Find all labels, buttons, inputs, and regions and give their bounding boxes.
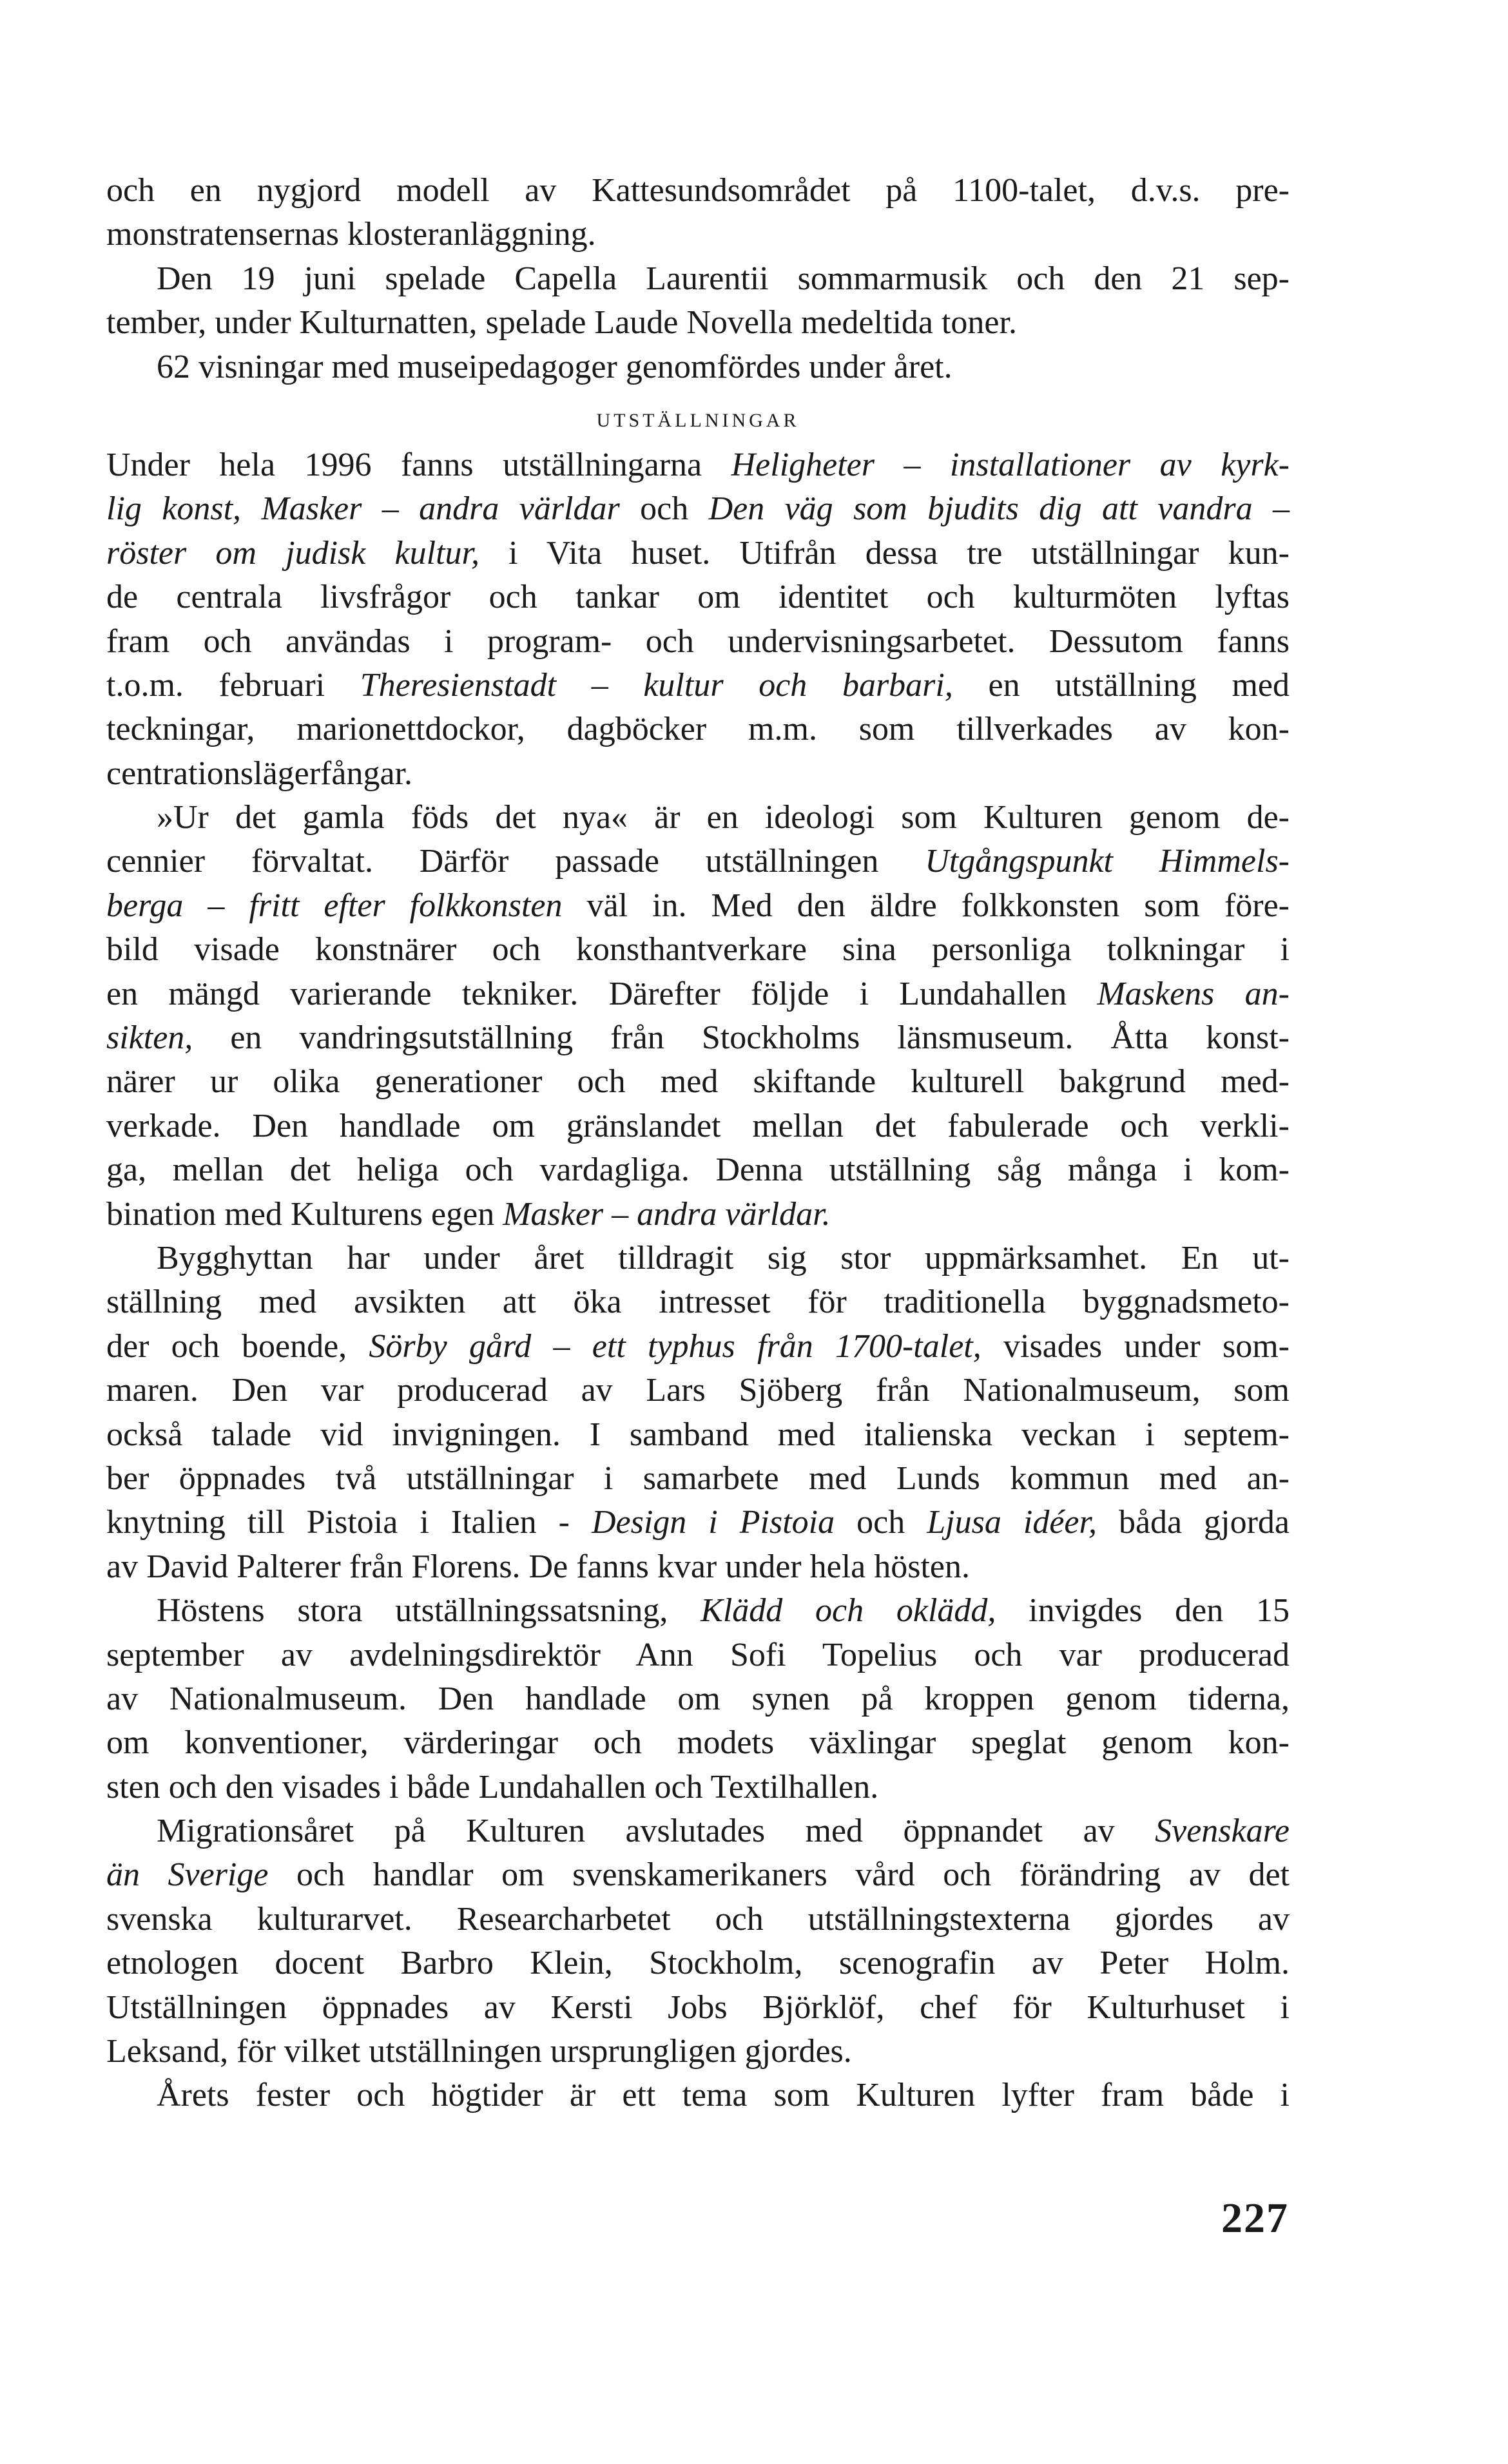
paragraph-migration <box>106 1809 1290 2074</box>
text-line: närer ur olika generationer och med skiftande kulturell bakgrund med- <box>106 1063 1290 1101</box>
text-line: Årets fester och högtider är ett tema som Kulturen lyfter fram både i <box>157 2077 1290 2114</box>
paragraph-exhibitions <box>106 443 1290 796</box>
paragraph-festivals <box>106 2074 1290 2117</box>
text-line: av Nationalmuseum. Den handlade om synen på kroppen genom tiderna, <box>106 1680 1290 1717</box>
text-line: sikten, en vandringsutställning från Stockholms länsmuseum. Åtta konst- <box>106 1019 1290 1057</box>
text-line: cennier förvaltat. Därför passade utställningen Utgångspunkt Himmels- <box>106 843 1290 880</box>
text-line: en mängd varierande tekniker. Därefter följde i Lundahallen Maskens an- <box>106 975 1290 1012</box>
text-line: bination med Kulturens egen Masker – andra världar. <box>106 1195 831 1233</box>
text-line: ber öppnades två utställningar i samarbete med Lunds kommun med an- <box>106 1459 1290 1497</box>
text-line: av David Palterer från Florens. De fanns kvar under hela hösten. <box>106 1548 970 1585</box>
text-line: svenska kulturarvet. Researcharbetet och utställningstexterna gjordes av <box>106 1900 1290 1938</box>
text-line: Den 19 juni spelade Capella Laurentii sommarmusik och den 21 sep- <box>157 260 1290 297</box>
text-line: sten och den visades i både Lundahallen och Textilhallen. <box>106 1768 879 1805</box>
text-line: också talade vid invigningen. I samband med italienska veckan i septem- <box>106 1416 1290 1453</box>
text-line: bild visade konstnärer och konsthantverkare sina personliga tolkningar i <box>106 931 1290 968</box>
text-line: tember, under Kulturnatten, spelade Laude Novella medeltida toner. <box>106 304 1017 342</box>
paragraph-folk-art <box>106 796 1290 1237</box>
page-number: 227 <box>1221 2195 1289 2242</box>
text-line: teckningar, marionettdockor, dagböcker m.m. som tillverkades av kon- <box>106 711 1290 748</box>
text-line: och en nygjord modell av Kattesundsområdet på 1100-talet, d.v.s. pre- <box>106 172 1290 209</box>
text-line: berga – fritt efter folkkonsten väl in. Med den äldre folkkonsten som före- <box>106 887 1290 924</box>
text-line: Leksand, för vilket utställningen ursprungligen gjordes. <box>106 2033 852 2070</box>
text-line: maren. Den var producerad av Lars Sjöberg från Nationalmuseum, som <box>106 1372 1290 1409</box>
text-line: Bygghyttan har under året tilldragit sig stor uppmärksamhet. En ut- <box>157 1239 1290 1276</box>
text-line: än Sverige och handlar om svenskamerikaners vård och förändring av det <box>106 1856 1290 1894</box>
paragraph-autumn-exhibition <box>106 1589 1290 1809</box>
paragraph-bygghyttan <box>106 1237 1290 1589</box>
text-line: Under hela 1996 fanns utställningarna Heligheter – installationer av kyrk- <box>106 446 1290 483</box>
section-heading: UTSTÄLLNINGAR <box>596 409 800 431</box>
intro-paragraphs <box>106 169 1290 389</box>
text-line: 62 visningar med museipedagoger genomfördes under året. <box>157 348 952 385</box>
text-line: monstratensernas klosteranläggning. <box>106 216 596 253</box>
text-line: ställning med avsikten att öka intresset för traditionella byggnadsmeto- <box>106 1284 1290 1321</box>
text-line: de centrala livsfrågor och tankar om identitet och kulturmöten lyftas <box>106 579 1290 616</box>
text-line: Utställningen öppnades av Kersti Jobs Björklöf, chef för Kulturhuset i <box>106 1988 1290 2026</box>
text-line: röster om judisk kultur, i Vita huset. Utifrån dessa tre utställningar kun- <box>106 534 1290 572</box>
text-line: om konventioner, värderingar och modets växlingar speglat genom kon- <box>106 1724 1290 1762</box>
text-line: centrationslägerfångar. <box>106 755 412 792</box>
text-line: fram och användas i program- och undervisningsarbetet. Dessutom fanns <box>106 622 1290 660</box>
text-line: knytning till Pistoia i Italien - Design i Pistoia och Ljusa idéer, båda gjorda <box>106 1504 1290 1541</box>
text-line: ga, mellan det heliga och vardagliga. Denna utställning såg många i kom- <box>106 1151 1290 1189</box>
text-line: der och boende, Sörby gård – ett typhus från 1700-talet, visades under som- <box>106 1327 1290 1365</box>
text-line: »Ur det gamla föds det nya« är en ideologi som Kulturen genom de- <box>157 799 1290 836</box>
text-line: t.o.m. februari Theresienstadt – kultur och barbari, en utställning med <box>106 666 1290 704</box>
page-body <box>106 169 1290 2118</box>
text-line: Migrationsåret på Kulturen avslutades med öppnandet av Svenskare <box>157 1813 1290 1850</box>
text-line: lig konst, Masker – andra världar och Den väg som bjudits dig att vandra – <box>106 490 1290 528</box>
text-line: verkade. Den handlade om gränslandet mellan det fabulerade och verkli- <box>106 1107 1290 1144</box>
text-line: etnologen docent Barbro Klein, Stockholm, scenografin av Peter Holm. <box>106 1945 1290 1982</box>
text-line: Höstens stora utställningssatsning, Klädd och oklädd, invigdes den 15 <box>157 1592 1290 1630</box>
text-line: september av avdelningsdirektör Ann Sofi Topelius och var producerad <box>106 1636 1290 1673</box>
